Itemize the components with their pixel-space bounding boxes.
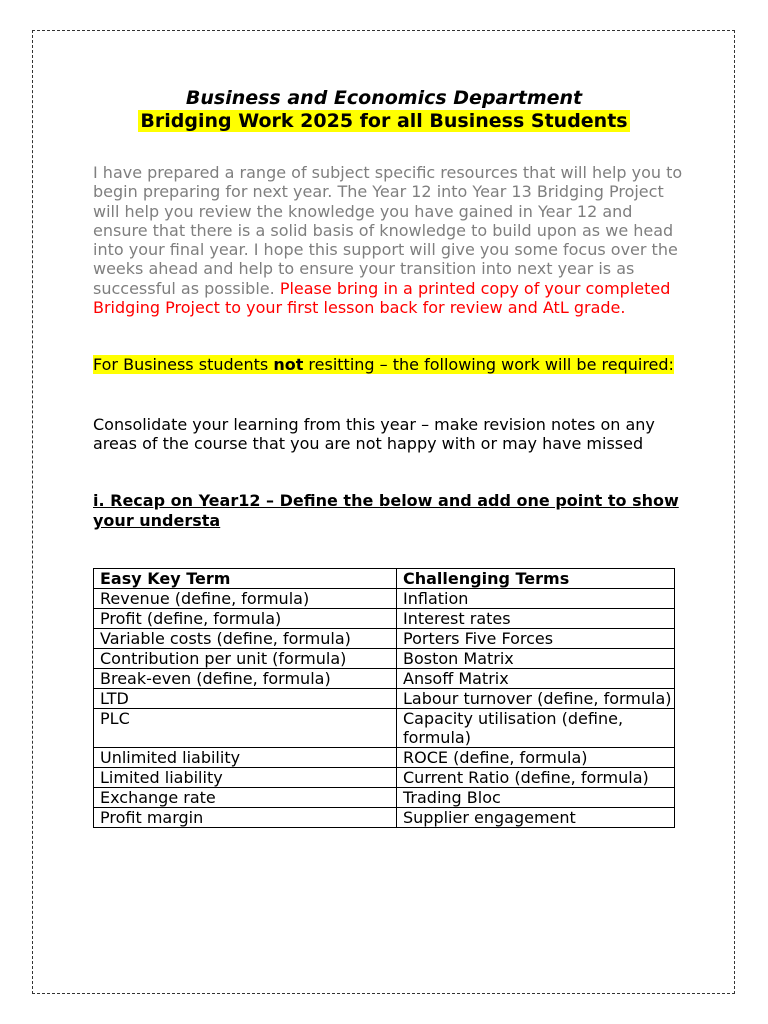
easy-term-cell: LTD	[94, 689, 397, 709]
table-row	[94, 748, 675, 768]
header-challenging-terms: Challenging Terms	[397, 569, 675, 589]
for-students-bold: not	[273, 355, 304, 374]
challenging-term-cell: Inflation	[397, 589, 675, 609]
table-row	[94, 709, 675, 748]
header-easy-key-term: Easy Key Term	[94, 569, 397, 589]
subtitle-wrapper	[0, 109, 768, 133]
easy-term-cell: Profit margin	[94, 808, 397, 828]
intro-text: I have prepared a range of subject specific resources that will help you to begin preparing for next year. The Year 12 into Year 13 Bridging Project will help you review the knowledge you have gained in Year 12 and ensure that there is a solid basis of knowledge to build upon as we head into your final year. I hope this support will give you some focus over the weeks ahead and help to ensure your transition into next year is as successful as possible.	[93, 163, 683, 298]
table-row	[94, 689, 675, 709]
table-row	[94, 589, 675, 609]
for-students-before: For Business students	[93, 355, 274, 374]
table-row	[94, 609, 675, 629]
challenging-term-cell: Capacity utilisation (define, formula)	[397, 709, 675, 748]
intro-highlight-text: Please bring in a printed copy of your completed Bridging Project to your first lesson back for review and AtL grade.	[93, 278, 671, 318]
challenging-term-cell: Current Ratio (define, formula)	[397, 768, 675, 788]
key-terms-table	[93, 568, 675, 828]
easy-term-cell: Variable costs (define, formula)	[94, 629, 397, 649]
table-row	[94, 649, 675, 669]
easy-term-cell: Limited liability	[94, 768, 397, 788]
easy-term-cell: Profit (define, formula)	[94, 609, 397, 629]
easy-term-cell: Exchange rate	[94, 788, 397, 808]
table-row	[94, 768, 675, 788]
challenging-term-cell: Labour turnover (define, formula)	[397, 689, 675, 709]
easy-term-cell: Revenue (define, formula)	[94, 589, 397, 609]
recap-heading: i. Recap on Year12 – Define the below and add one point to show your understa	[93, 491, 679, 530]
consolidate-paragraph: Consolidate your learning from this year – make revision notes on any areas of the course that you are not happy with or may have missed	[93, 415, 655, 454]
table-row	[94, 808, 675, 828]
for-students-after: resitting – the following work will be required:	[303, 355, 674, 374]
challenging-term-cell: Boston Matrix	[397, 649, 675, 669]
challenging-term-cell: Interest rates	[397, 609, 675, 629]
easy-term-cell: PLC	[94, 709, 397, 748]
intro-paragraph	[93, 163, 683, 317]
challenging-term-cell: ROCE (define, formula)	[397, 748, 675, 768]
table-row	[94, 788, 675, 808]
challenging-term-cell: Trading Bloc	[397, 788, 675, 808]
for-students-note	[93, 351, 683, 378]
easy-term-cell: Break-even (define, formula)	[94, 669, 397, 689]
challenging-term-cell: Ansoff Matrix	[397, 669, 675, 689]
challenging-term-cell: Porters Five Forces	[397, 629, 675, 649]
bridging-work-subtitle: Bridging Work 2025 for all Business Students	[140, 110, 628, 132]
easy-term-cell: Unlimited liability	[94, 748, 397, 768]
easy-term-cell: Contribution per unit (formula)	[94, 649, 397, 669]
table-row	[94, 669, 675, 689]
table-row	[94, 629, 675, 649]
table-header-row	[94, 569, 675, 589]
department-title: Business and Economics Department	[185, 87, 583, 109]
challenging-term-cell: Supplier engagement	[397, 808, 675, 828]
